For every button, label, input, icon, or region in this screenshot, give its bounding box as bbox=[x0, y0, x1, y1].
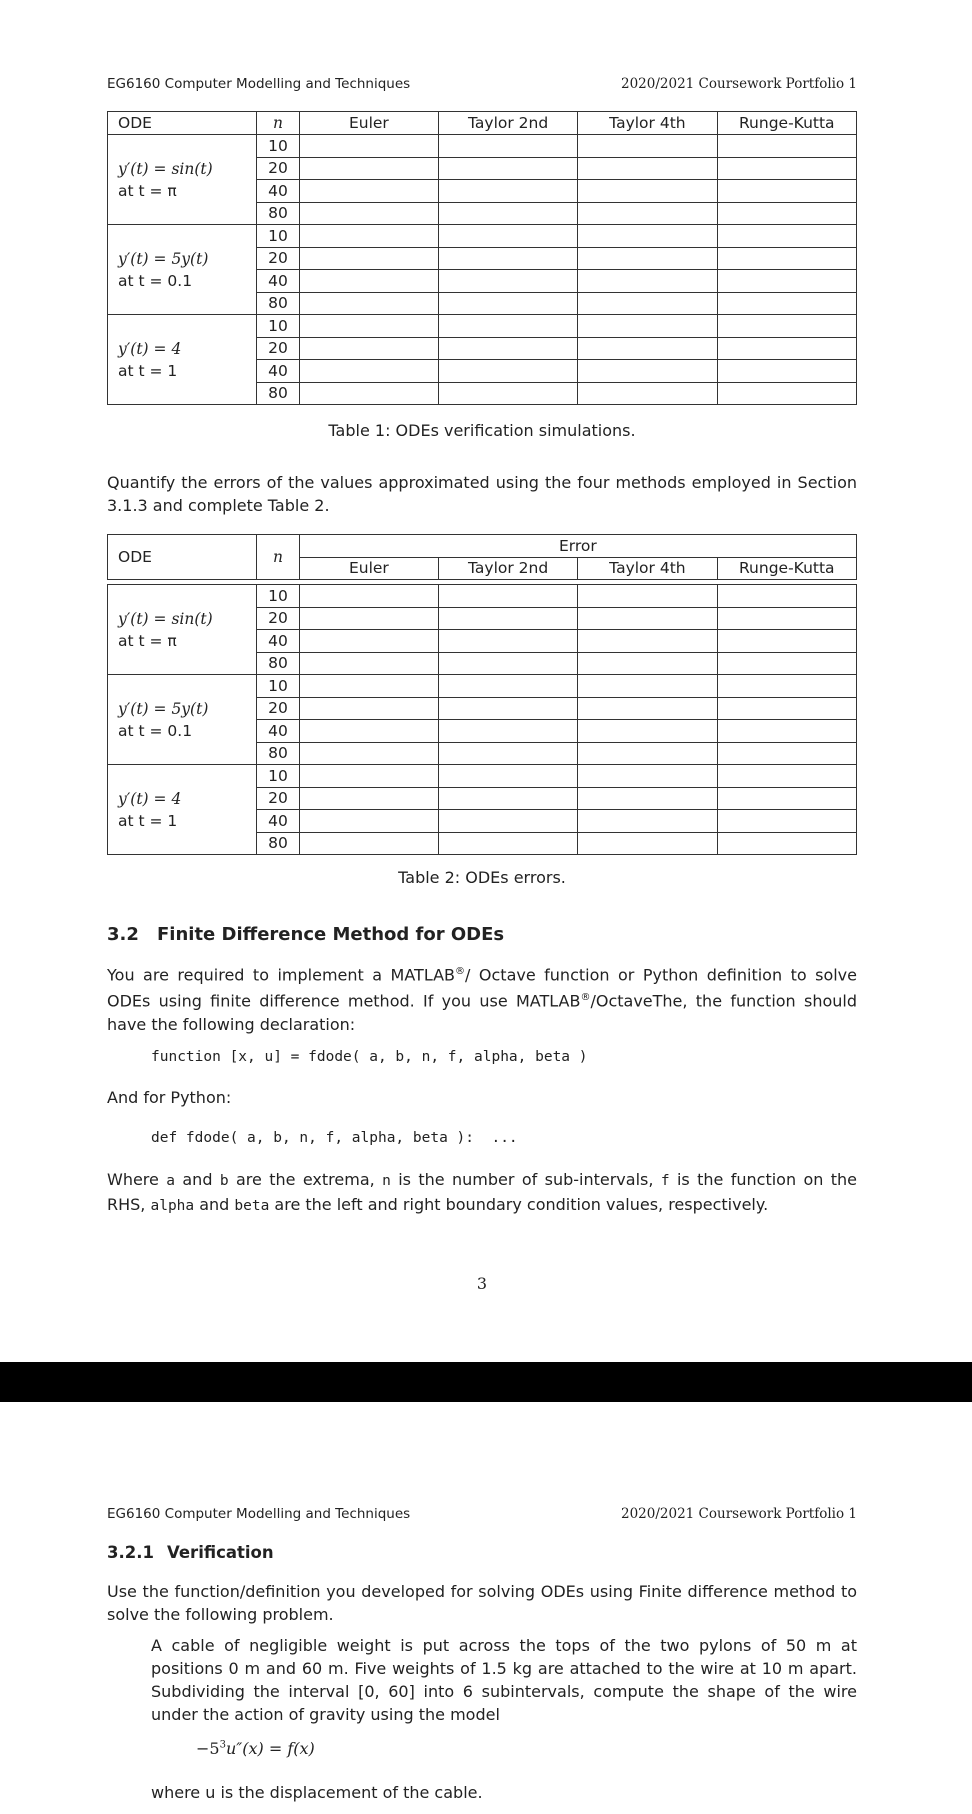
empty-result-cell[interactable] bbox=[578, 787, 717, 810]
ode-evaluation-point: at t = π bbox=[118, 631, 177, 650]
empty-result-cell[interactable] bbox=[438, 652, 577, 675]
n-cell: 80 bbox=[257, 742, 300, 765]
n-cell: 20 bbox=[257, 787, 300, 810]
col-taylor-2nd: Taylor 2nd bbox=[438, 557, 577, 580]
empty-result-cell[interactable] bbox=[717, 607, 856, 630]
empty-result-cell[interactable] bbox=[578, 202, 717, 225]
empty-result-cell[interactable] bbox=[578, 742, 717, 765]
empty-result-cell[interactable] bbox=[299, 135, 438, 158]
ode-evaluation-point: at t = 0.1 bbox=[118, 271, 193, 290]
empty-result-cell[interactable] bbox=[438, 135, 577, 158]
col-euler: Euler bbox=[299, 557, 438, 580]
empty-result-cell[interactable] bbox=[578, 585, 717, 608]
header-portfolio: 2020/2021 Coursework Portfolio 1 bbox=[621, 1506, 857, 1522]
empty-result-cell[interactable] bbox=[717, 180, 856, 203]
empty-result-cell[interactable] bbox=[578, 337, 717, 360]
empty-result-cell[interactable] bbox=[717, 202, 856, 225]
empty-result-cell[interactable] bbox=[717, 832, 856, 855]
empty-result-cell[interactable] bbox=[438, 292, 577, 315]
n-cell: 20 bbox=[257, 157, 300, 180]
empty-result-cell[interactable] bbox=[299, 675, 438, 698]
empty-result-cell[interactable] bbox=[299, 585, 438, 608]
ode-cell bbox=[108, 315, 257, 405]
empty-result-cell[interactable] bbox=[438, 697, 577, 720]
empty-result-cell[interactable] bbox=[299, 225, 438, 248]
empty-result-cell[interactable] bbox=[438, 765, 577, 788]
ode-evaluation-point: at t = 1 bbox=[118, 361, 178, 380]
empty-result-cell[interactable] bbox=[578, 135, 717, 158]
errors-paragraph: Quantify the errors of the values approximated using the four methods employed in Section 3.1.3 and complete Table 2. bbox=[107, 473, 857, 515]
table-row bbox=[108, 675, 857, 698]
empty-result-cell[interactable] bbox=[578, 180, 717, 203]
empty-result-cell[interactable] bbox=[299, 292, 438, 315]
table-header-row bbox=[108, 535, 857, 558]
python-declaration: def fdode( a, b, n, f, alpha, beta ): ... bbox=[151, 1130, 518, 1146]
empty-result-cell[interactable] bbox=[299, 630, 438, 653]
n-cell: 10 bbox=[257, 675, 300, 698]
n-cell: 40 bbox=[257, 720, 300, 743]
ode-evaluation-point: at t = 0.1 bbox=[118, 721, 193, 740]
n-cell: 40 bbox=[257, 630, 300, 653]
section-title: Verification bbox=[167, 1543, 274, 1562]
empty-result-cell[interactable] bbox=[299, 810, 438, 833]
empty-result-cell[interactable] bbox=[438, 180, 577, 203]
table-row bbox=[108, 585, 857, 608]
ode-cell bbox=[108, 765, 257, 855]
n-cell: 20 bbox=[257, 337, 300, 360]
empty-result-cell[interactable] bbox=[299, 382, 438, 405]
model-equation: $-5^3u''(x) = f(x)$ bbox=[196, 1739, 315, 1758]
n-cell: 10 bbox=[257, 765, 300, 788]
registered-mark: ® bbox=[455, 966, 466, 977]
empty-result-cell[interactable] bbox=[438, 742, 577, 765]
empty-result-cell[interactable] bbox=[299, 270, 438, 293]
page-separator bbox=[0, 1362, 972, 1402]
empty-result-cell[interactable] bbox=[578, 675, 717, 698]
empty-result-cell[interactable] bbox=[299, 180, 438, 203]
n-cell: 40 bbox=[257, 180, 300, 203]
empty-result-cell[interactable] bbox=[717, 720, 856, 743]
n-cell: 10 bbox=[257, 315, 300, 338]
header-portfolio: 2020/2021 Coursework Portfolio 1 bbox=[621, 76, 857, 92]
n-cell: 10 bbox=[257, 585, 300, 608]
empty-result-cell[interactable] bbox=[438, 585, 577, 608]
ode-equation: y′(t) = 4 bbox=[118, 339, 182, 358]
displacement-note: where u is the displacement of the cable. bbox=[151, 1783, 483, 1802]
ode-errors-table bbox=[107, 534, 857, 855]
col-runge-kutta: Runge-Kutta bbox=[717, 557, 856, 580]
empty-result-cell[interactable] bbox=[438, 315, 577, 338]
ode-equation: y′(t) = 5y(t) bbox=[118, 249, 209, 268]
empty-result-cell[interactable] bbox=[578, 225, 717, 248]
n-cell: 40 bbox=[257, 360, 300, 383]
section-number: 3.2.1 bbox=[107, 1543, 154, 1562]
empty-result-cell[interactable] bbox=[717, 630, 856, 653]
ode-equation: y′(t) = 4 bbox=[118, 789, 182, 808]
col-ode: ODE bbox=[108, 535, 257, 580]
col-taylor-4th: Taylor 4th bbox=[578, 557, 717, 580]
empty-result-cell[interactable] bbox=[438, 382, 577, 405]
python-label: And for Python: bbox=[107, 1088, 232, 1107]
empty-result-cell[interactable] bbox=[578, 765, 717, 788]
ode-cell bbox=[108, 225, 257, 315]
ode-cell bbox=[108, 585, 257, 675]
header-course: EG6160 Computer Modelling and Techniques bbox=[107, 76, 411, 92]
section-number: 3.2 bbox=[107, 924, 139, 945]
empty-result-cell[interactable] bbox=[438, 832, 577, 855]
empty-result-cell[interactable] bbox=[717, 787, 856, 810]
col-ode: ODE bbox=[108, 112, 257, 135]
page-number: 3 bbox=[476, 1274, 488, 1293]
empty-result-cell[interactable] bbox=[578, 630, 717, 653]
empty-result-cell[interactable] bbox=[578, 270, 717, 293]
empty-result-cell[interactable] bbox=[438, 247, 577, 270]
empty-result-cell[interactable] bbox=[578, 720, 717, 743]
empty-result-cell[interactable] bbox=[438, 270, 577, 293]
section-3-2-1-heading bbox=[107, 1543, 274, 1562]
table-row bbox=[108, 225, 857, 248]
empty-result-cell[interactable] bbox=[299, 832, 438, 855]
section-title: Finite Difference Method for ODEs bbox=[157, 924, 505, 945]
col-runge-kutta: Runge-Kutta bbox=[717, 112, 856, 135]
n-cell: 80 bbox=[257, 832, 300, 855]
empty-result-cell[interactable] bbox=[438, 607, 577, 630]
matlab-declaration: function [x, u] = fdode( a, b, n, f, alpha, beta ) bbox=[151, 1049, 588, 1065]
page-2 bbox=[0, 1402, 972, 1814]
empty-result-cell[interactable] bbox=[299, 697, 438, 720]
empty-result-cell[interactable] bbox=[299, 157, 438, 180]
n-cell: 40 bbox=[257, 810, 300, 833]
empty-result-cell[interactable] bbox=[299, 315, 438, 338]
n-cell: 80 bbox=[257, 652, 300, 675]
ode-equation: y′(t) = 5y(t) bbox=[118, 699, 209, 718]
n-cell: 20 bbox=[257, 697, 300, 720]
n-cell: 10 bbox=[257, 135, 300, 158]
empty-result-cell[interactable] bbox=[717, 270, 856, 293]
col-error-group: Error bbox=[299, 535, 856, 558]
empty-result-cell[interactable] bbox=[438, 675, 577, 698]
empty-result-cell[interactable] bbox=[299, 720, 438, 743]
section-3-2-heading bbox=[107, 924, 504, 945]
col-taylor-2nd: Taylor 2nd bbox=[438, 112, 577, 135]
empty-result-cell[interactable] bbox=[299, 607, 438, 630]
n-cell: 80 bbox=[257, 202, 300, 225]
ode-cell bbox=[108, 675, 257, 765]
empty-result-cell[interactable] bbox=[578, 247, 717, 270]
col-n: n bbox=[257, 535, 300, 580]
col-euler: Euler bbox=[299, 112, 438, 135]
empty-result-cell[interactable] bbox=[717, 697, 856, 720]
fd-intro-paragraph: You are required to implement a MATLAB®/ Octave function or Python definition to solve ODEs using finite difference method. If you use MATLAB®/OctaveThe, the function should have the following declaration: bbox=[107, 965, 857, 1034]
empty-result-cell[interactable] bbox=[438, 202, 577, 225]
empty-result-cell[interactable] bbox=[578, 810, 717, 833]
ode-verification-table bbox=[107, 111, 857, 405]
cable-problem: A cable of negligible weight is put across the tops of the two pylons of 50 m at positions 0 m and 60 m. Five weights of 1.5 kg are attached to the wire at 10 m apart. Subdividing the interval [0, 60] into 6 subintervals, compute the shape of the wire under the action of gravity using the model bbox=[151, 1636, 857, 1724]
empty-result-cell[interactable] bbox=[299, 360, 438, 383]
empty-result-cell[interactable] bbox=[299, 202, 438, 225]
empty-result-cell[interactable] bbox=[578, 652, 717, 675]
empty-result-cell[interactable] bbox=[717, 315, 856, 338]
empty-result-cell[interactable] bbox=[438, 787, 577, 810]
page-header bbox=[107, 76, 857, 92]
empty-result-cell[interactable] bbox=[717, 675, 856, 698]
ode-evaluation-point: at t = π bbox=[118, 181, 177, 200]
table-row bbox=[108, 135, 857, 158]
empty-result-cell[interactable] bbox=[717, 337, 856, 360]
n-cell: 20 bbox=[257, 247, 300, 270]
empty-result-cell[interactable] bbox=[717, 135, 856, 158]
empty-result-cell[interactable] bbox=[299, 652, 438, 675]
header-course: EG6160 Computer Modelling and Techniques bbox=[107, 1506, 411, 1522]
empty-result-cell[interactable] bbox=[717, 382, 856, 405]
empty-result-cell[interactable] bbox=[578, 832, 717, 855]
empty-result-cell[interactable] bbox=[438, 720, 577, 743]
n-cell: 20 bbox=[257, 607, 300, 630]
empty-result-cell[interactable] bbox=[717, 225, 856, 248]
empty-result-cell[interactable] bbox=[717, 585, 856, 608]
empty-result-cell[interactable] bbox=[717, 292, 856, 315]
empty-result-cell[interactable] bbox=[717, 247, 856, 270]
table1-caption: Table 1: ODEs verification simulations. bbox=[328, 421, 636, 440]
n-cell: 10 bbox=[257, 225, 300, 248]
verification-paragraph: Use the function/definition you developed for solving ODEs using Finite difference method to solve the following problem. bbox=[107, 1582, 857, 1624]
page-header bbox=[107, 1506, 857, 1522]
empty-result-cell[interactable] bbox=[299, 337, 438, 360]
empty-result-cell[interactable] bbox=[299, 247, 438, 270]
table2-caption: Table 2: ODEs errors. bbox=[398, 868, 566, 887]
empty-result-cell[interactable] bbox=[438, 225, 577, 248]
empty-result-cell[interactable] bbox=[717, 360, 856, 383]
empty-result-cell[interactable] bbox=[717, 652, 856, 675]
ode-equation: y′(t) = sin(t) bbox=[118, 159, 213, 178]
empty-result-cell[interactable] bbox=[578, 315, 717, 338]
parameters-paragraph: Where a and b are the extrema, n is the number of sub-intervals, f is the function on the RHS, alpha and beta are the left and right boundary condition values, respectively. bbox=[107, 1170, 858, 1214]
empty-result-cell[interactable] bbox=[578, 382, 717, 405]
n-cell: 80 bbox=[257, 292, 300, 315]
table-row bbox=[108, 315, 857, 338]
empty-result-cell[interactable] bbox=[717, 157, 856, 180]
empty-result-cell[interactable] bbox=[299, 742, 438, 765]
empty-result-cell[interactable] bbox=[717, 810, 856, 833]
empty-result-cell[interactable] bbox=[578, 607, 717, 630]
empty-result-cell[interactable] bbox=[299, 765, 438, 788]
empty-result-cell[interactable] bbox=[438, 360, 577, 383]
ode-equation: y′(t) = sin(t) bbox=[118, 609, 213, 628]
ode-cell bbox=[108, 135, 257, 225]
col-taylor-4th: Taylor 4th bbox=[578, 112, 717, 135]
empty-result-cell[interactable] bbox=[578, 697, 717, 720]
empty-result-cell[interactable] bbox=[578, 292, 717, 315]
empty-result-cell[interactable] bbox=[578, 157, 717, 180]
table-row bbox=[108, 765, 857, 788]
empty-result-cell[interactable] bbox=[299, 787, 438, 810]
empty-result-cell[interactable] bbox=[578, 360, 717, 383]
empty-result-cell[interactable] bbox=[717, 742, 856, 765]
empty-result-cell[interactable] bbox=[717, 765, 856, 788]
empty-result-cell[interactable] bbox=[438, 810, 577, 833]
empty-result-cell[interactable] bbox=[438, 630, 577, 653]
col-n: n bbox=[257, 112, 300, 135]
n-cell: 80 bbox=[257, 382, 300, 405]
ode-evaluation-point: at t = 1 bbox=[118, 811, 178, 830]
empty-result-cell[interactable] bbox=[438, 157, 577, 180]
n-cell: 40 bbox=[257, 270, 300, 293]
empty-result-cell[interactable] bbox=[438, 337, 577, 360]
table-header-row bbox=[108, 112, 857, 135]
registered-mark: ® bbox=[580, 992, 591, 1004]
